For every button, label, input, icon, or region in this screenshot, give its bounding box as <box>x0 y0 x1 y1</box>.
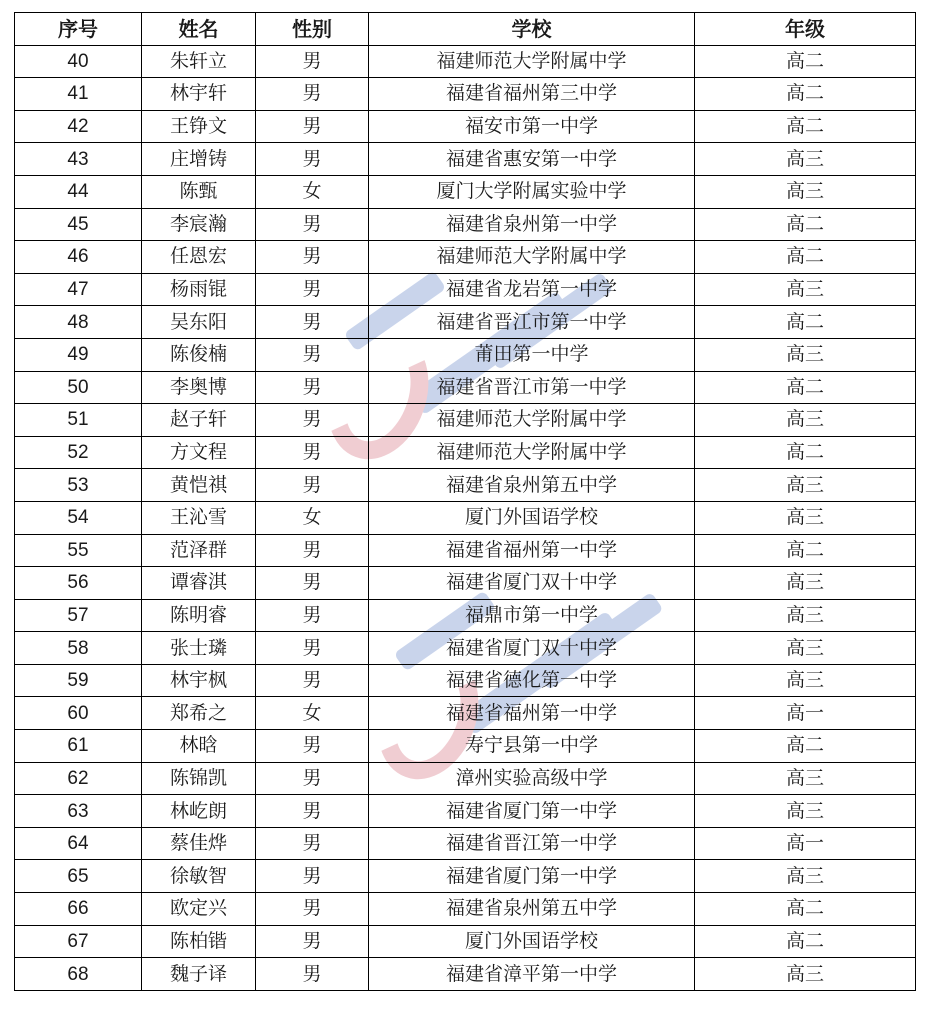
header-grade: 年级 <box>695 13 916 46</box>
table-row <box>15 827 916 860</box>
table-row <box>15 78 916 111</box>
cell-name: 李奥博 <box>142 371 256 404</box>
cell-school: 厦门外国语学校 <box>369 925 695 958</box>
table-row <box>15 664 916 697</box>
cell-name: 林屹朗 <box>142 795 256 828</box>
cell-index: 67 <box>15 925 142 958</box>
cell-name: 庄增铸 <box>142 143 256 176</box>
table-row <box>15 338 916 371</box>
table-row <box>15 632 916 665</box>
cell-grade: 高一 <box>695 697 916 730</box>
cell-name: 陈甄 <box>142 175 256 208</box>
table-row <box>15 436 916 469</box>
cell-school: 厦门大学附属实验中学 <box>369 175 695 208</box>
header-index: 序号 <box>15 13 142 46</box>
cell-index: 61 <box>15 730 142 763</box>
cell-gender: 男 <box>256 599 369 632</box>
cell-gender: 男 <box>256 241 369 274</box>
cell-name: 朱轩立 <box>142 45 256 78</box>
cell-name: 欧定兴 <box>142 893 256 926</box>
header-gender: 性别 <box>256 13 369 46</box>
cell-gender: 男 <box>256 730 369 763</box>
cell-index: 51 <box>15 404 142 437</box>
cell-name: 郑希之 <box>142 697 256 730</box>
cell-gender: 男 <box>256 893 369 926</box>
cell-grade: 高三 <box>695 143 916 176</box>
cell-grade: 高二 <box>695 241 916 274</box>
table-row <box>15 599 916 632</box>
cell-school: 福建省厦门第一中学 <box>369 795 695 828</box>
cell-school: 福建省泉州第五中学 <box>369 469 695 502</box>
cell-name: 王沁雪 <box>142 501 256 534</box>
cell-index: 48 <box>15 306 142 339</box>
cell-index: 46 <box>15 241 142 274</box>
cell-school: 福建省惠安第一中学 <box>369 143 695 176</box>
cell-name: 赵子轩 <box>142 404 256 437</box>
cell-name: 范泽群 <box>142 534 256 567</box>
cell-grade: 高二 <box>695 45 916 78</box>
cell-gender: 女 <box>256 175 369 208</box>
table-row <box>15 143 916 176</box>
cell-gender: 男 <box>256 436 369 469</box>
table-row <box>15 893 916 926</box>
cell-grade: 高三 <box>695 338 916 371</box>
cell-grade: 高三 <box>695 958 916 991</box>
cell-index: 45 <box>15 208 142 241</box>
cell-name: 王铮文 <box>142 110 256 143</box>
student-table <box>14 12 916 991</box>
cell-name: 徐敏智 <box>142 860 256 893</box>
cell-school: 福建省福州第一中学 <box>369 534 695 567</box>
cell-grade: 高三 <box>695 795 916 828</box>
cell-name: 张士璘 <box>142 632 256 665</box>
cell-index: 40 <box>15 45 142 78</box>
table-body <box>15 45 916 990</box>
cell-index: 56 <box>15 567 142 600</box>
cell-school: 福建省晋江第一中学 <box>369 827 695 860</box>
table-row <box>15 730 916 763</box>
cell-school: 厦门外国语学校 <box>369 501 695 534</box>
cell-gender: 男 <box>256 958 369 991</box>
cell-index: 41 <box>15 78 142 111</box>
header-school: 学校 <box>369 13 695 46</box>
table-row <box>15 860 916 893</box>
cell-index: 52 <box>15 436 142 469</box>
cell-grade: 高二 <box>695 893 916 926</box>
cell-gender: 男 <box>256 632 369 665</box>
cell-name: 方文程 <box>142 436 256 469</box>
table-row <box>15 404 916 437</box>
cell-school: 福建省龙岩第一中学 <box>369 273 695 306</box>
cell-index: 54 <box>15 501 142 534</box>
cell-index: 65 <box>15 860 142 893</box>
table-row <box>15 958 916 991</box>
cell-name: 任恩宏 <box>142 241 256 274</box>
cell-school: 福建省泉州第五中学 <box>369 893 695 926</box>
table-row <box>15 469 916 502</box>
cell-gender: 男 <box>256 664 369 697</box>
cell-gender: 男 <box>256 534 369 567</box>
cell-school: 福建省漳平第一中学 <box>369 958 695 991</box>
cell-school: 福建省厦门第一中学 <box>369 860 695 893</box>
cell-index: 44 <box>15 175 142 208</box>
cell-index: 60 <box>15 697 142 730</box>
cell-grade: 高一 <box>695 827 916 860</box>
cell-gender: 男 <box>256 273 369 306</box>
cell-index: 63 <box>15 795 142 828</box>
table-row <box>15 273 916 306</box>
cell-school: 福安市第一中学 <box>369 110 695 143</box>
cell-gender: 男 <box>256 143 369 176</box>
cell-grade: 高三 <box>695 762 916 795</box>
cell-gender: 男 <box>256 404 369 437</box>
table-row <box>15 697 916 730</box>
cell-school: 寿宁县第一中学 <box>369 730 695 763</box>
cell-name: 蔡佳烨 <box>142 827 256 860</box>
cell-grade: 高三 <box>695 273 916 306</box>
cell-gender: 男 <box>256 208 369 241</box>
cell-index: 59 <box>15 664 142 697</box>
cell-name: 杨雨锟 <box>142 273 256 306</box>
cell-name: 谭睿淇 <box>142 567 256 600</box>
cell-name: 黄恺祺 <box>142 469 256 502</box>
cell-name: 陈明睿 <box>142 599 256 632</box>
cell-gender: 男 <box>256 469 369 502</box>
cell-grade: 高三 <box>695 599 916 632</box>
cell-school: 福建师范大学附属中学 <box>369 241 695 274</box>
table-row <box>15 762 916 795</box>
header-name: 姓名 <box>142 13 256 46</box>
cell-school: 漳州实验高级中学 <box>369 762 695 795</box>
cell-grade: 高三 <box>695 664 916 697</box>
cell-school: 福建师范大学附属中学 <box>369 404 695 437</box>
cell-index: 43 <box>15 143 142 176</box>
cell-grade: 高二 <box>695 730 916 763</box>
cell-gender: 男 <box>256 567 369 600</box>
cell-index: 53 <box>15 469 142 502</box>
cell-school: 福鼎市第一中学 <box>369 599 695 632</box>
cell-gender: 女 <box>256 501 369 534</box>
cell-gender: 男 <box>256 827 369 860</box>
table-row <box>15 110 916 143</box>
cell-index: 49 <box>15 338 142 371</box>
table-row <box>15 567 916 600</box>
cell-gender: 男 <box>256 306 369 339</box>
cell-school: 福建师范大学附属中学 <box>369 45 695 78</box>
cell-gender: 男 <box>256 338 369 371</box>
cell-index: 55 <box>15 534 142 567</box>
cell-name: 陈柏锴 <box>142 925 256 958</box>
cell-grade: 高三 <box>695 501 916 534</box>
cell-gender: 男 <box>256 762 369 795</box>
table-row <box>15 45 916 78</box>
cell-name: 吴东阳 <box>142 306 256 339</box>
table-header-row <box>15 13 916 46</box>
cell-gender: 男 <box>256 371 369 404</box>
cell-grade: 高二 <box>695 436 916 469</box>
cell-index: 57 <box>15 599 142 632</box>
cell-grade: 高三 <box>695 469 916 502</box>
table-row <box>15 175 916 208</box>
table-row <box>15 925 916 958</box>
cell-name: 林宇枫 <box>142 664 256 697</box>
cell-name: 李宸瀚 <box>142 208 256 241</box>
cell-gender: 男 <box>256 45 369 78</box>
cell-index: 50 <box>15 371 142 404</box>
cell-name: 林宇轩 <box>142 78 256 111</box>
cell-grade: 高三 <box>695 404 916 437</box>
student-table-container <box>14 12 915 991</box>
cell-index: 62 <box>15 762 142 795</box>
table-row <box>15 241 916 274</box>
cell-index: 47 <box>15 273 142 306</box>
cell-index: 68 <box>15 958 142 991</box>
cell-grade: 高三 <box>695 860 916 893</box>
cell-grade: 高二 <box>695 110 916 143</box>
cell-school: 福建省德化第一中学 <box>369 664 695 697</box>
table-row <box>15 306 916 339</box>
cell-grade: 高二 <box>695 208 916 241</box>
cell-school: 莆田第一中学 <box>369 338 695 371</box>
cell-index: 42 <box>15 110 142 143</box>
cell-grade: 高二 <box>695 371 916 404</box>
cell-gender: 男 <box>256 78 369 111</box>
cell-name: 陈俊楠 <box>142 338 256 371</box>
cell-gender: 男 <box>256 925 369 958</box>
cell-school: 福建省福州第三中学 <box>369 78 695 111</box>
cell-gender: 男 <box>256 860 369 893</box>
cell-school: 福建省厦门双十中学 <box>369 632 695 665</box>
table-row <box>15 534 916 567</box>
cell-index: 66 <box>15 893 142 926</box>
cell-index: 58 <box>15 632 142 665</box>
table-row <box>15 208 916 241</box>
cell-school: 福建师范大学附属中学 <box>369 436 695 469</box>
cell-school: 福建省晋江市第一中学 <box>369 306 695 339</box>
table-row <box>15 371 916 404</box>
cell-grade: 高三 <box>695 632 916 665</box>
cell-name: 陈锦凯 <box>142 762 256 795</box>
cell-gender: 男 <box>256 795 369 828</box>
cell-name: 魏子译 <box>142 958 256 991</box>
cell-grade: 高三 <box>695 567 916 600</box>
cell-grade: 高二 <box>695 306 916 339</box>
cell-gender: 女 <box>256 697 369 730</box>
cell-gender: 男 <box>256 110 369 143</box>
cell-school: 福建省晋江市第一中学 <box>369 371 695 404</box>
cell-grade: 高二 <box>695 534 916 567</box>
table-row <box>15 795 916 828</box>
cell-grade: 高三 <box>695 175 916 208</box>
cell-grade: 高二 <box>695 925 916 958</box>
cell-school: 福建省福州第一中学 <box>369 697 695 730</box>
cell-school: 福建省厦门双十中学 <box>369 567 695 600</box>
cell-grade: 高二 <box>695 78 916 111</box>
cell-index: 64 <box>15 827 142 860</box>
cell-name: 林晗 <box>142 730 256 763</box>
cell-school: 福建省泉州第一中学 <box>369 208 695 241</box>
table-row <box>15 501 916 534</box>
